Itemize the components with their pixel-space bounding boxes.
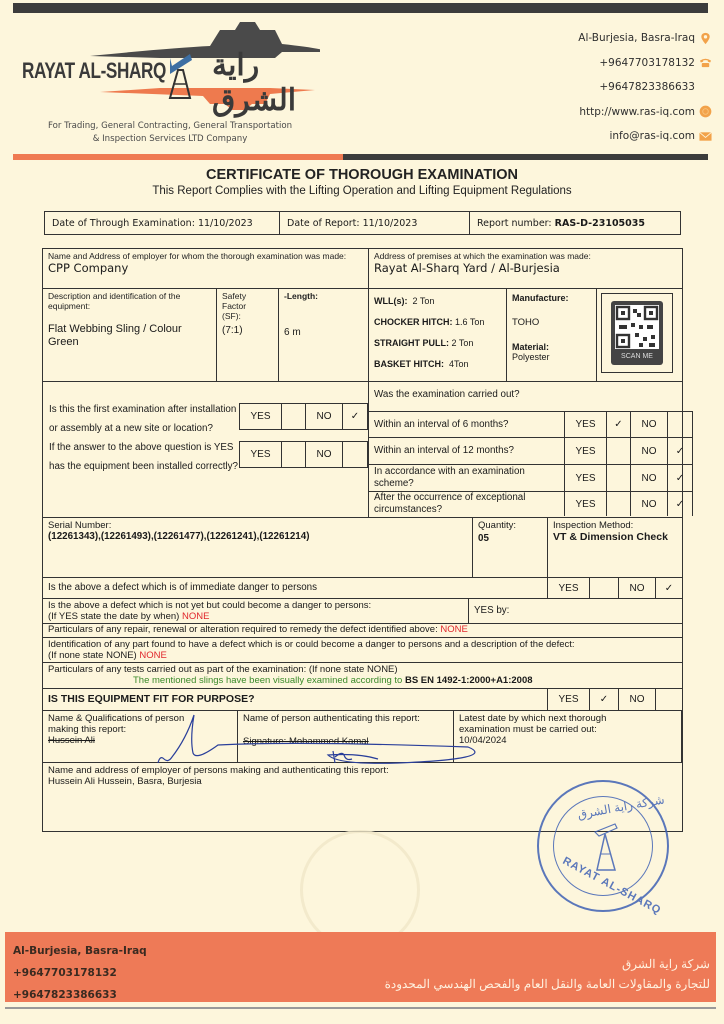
question-6-months [369,412,693,438]
yes-checkbox[interactable]: ✓ [590,689,619,710]
6-months-yes-no [564,412,693,437]
yes-checkbox[interactable] [607,465,631,491]
manufacture-cell [507,289,597,381]
no-label: NO [306,442,343,467]
footer-rule [5,1007,716,1009]
exam-scheme-yes-no [564,465,693,491]
report-number-label: Report number: [477,217,552,229]
yes-checkbox[interactable]: ✓ [607,412,631,437]
basket-value: 4Ton [449,359,469,369]
premises-cell [369,249,682,288]
left-questions-cell [43,382,369,517]
globe-icon [699,105,712,118]
qr-code-icon [615,305,659,349]
immediate-danger-question: Is the above a defect which is of immediate danger to persons [43,578,548,598]
examination-form [42,248,683,832]
equipment-desc-value: Flat Webbing Sling / Colour Green [48,323,182,348]
defective-part-cell [43,638,682,662]
report-maker-cell [43,711,238,762]
stamp-text-ar: شركة راية الشرق [576,792,666,822]
serial-number-value: (12261343),(12261493),(12261477),(12261241),(12261214) [48,531,310,542]
yes-checkbox[interactable] [607,438,631,464]
inspection-method-value: VT & Dimension Check [553,531,668,543]
premises-value: Rayat Al-Sharq Yard / Al-Burjesia [374,261,560,275]
premises-label: Address of premises at which the examination was made: [374,251,591,261]
exceptional-yes-no [564,492,693,516]
wll-label: WLL(s): [374,296,408,306]
quantity-cell [473,518,548,577]
no-checkbox[interactable]: ✓ [664,582,674,594]
footer-phone-2[interactable]: +9647823386633 [13,989,117,1001]
safety-factor-value: (7:1) [222,325,243,336]
contact-phone-2[interactable]: +9647823386633 [599,81,695,94]
straight-value: 2 Ton [451,338,474,348]
authenticating-employer-label: Name and address of employer of persons making and authenticating this report: [48,765,389,776]
contact-email[interactable]: info@ras-iq.com [609,130,695,143]
inspection-method-cell [548,518,682,577]
12-months-yes-no [564,438,693,464]
fit-for-purpose-yes-no [548,689,682,710]
report-maker-label: Name & Qualifications of person making this report: [48,713,185,735]
tests-text: Particulars of any tests carried out as part of the examination: (If none state NONE) [48,664,398,675]
next-exam-cell [454,711,682,762]
footer-phone-1[interactable]: +9647703178132 [13,967,117,979]
company-tagline [20,120,320,146]
no-label: NO [306,404,343,429]
first-exam-yes-no [239,403,368,430]
yes-label: YES [565,438,607,464]
manufacture-value: TOHO [512,317,540,328]
immediate-danger-yes-no [548,578,682,598]
date-exam-value: 11/10/2023 [197,217,253,229]
question-exceptional-text: After the occurrence of exceptional circumstances? [374,492,526,515]
date-of-exam [45,212,280,234]
footer-address: Al-Burjesia, Basra-Iraq [13,945,147,957]
defective-part-text: Identification of any part found to have a defect which is or could become a danger to persons and a description of the defect: [48,639,575,650]
question-first-exam-text: Is this the first examination after installation or assembly at a new site or location? [49,404,237,434]
tests-standard: BS EN 1492-1:2000+A1:2008 [404,675,533,686]
company-stamp [537,780,669,918]
defective-part-value: NONE [139,650,167,661]
yes-by-label: YES by: [474,605,510,616]
choker-line [374,312,501,333]
future-danger-value: NONE [181,611,210,622]
footer-banner [5,932,716,1002]
tagline-line-2: & Inspection Services LTD Company [92,134,248,144]
question-installed-text: If the answer to the above question is YES has the equipment been installed correctly? [49,442,238,472]
no-label: NO [619,689,656,710]
yes-checkbox[interactable] [590,578,619,598]
material-value: Polyester [512,352,550,362]
no-label: NO [631,412,668,437]
certificate-title: CERTIFICATE OF THOROUGH EXAMINATION [205,167,518,183]
yes-checkbox[interactable] [282,404,306,429]
qr-scan-me-label: SCAN ME [621,353,653,360]
contact-address: Al-Burjesia, Basra-Iraq [578,32,695,45]
yes-checkbox[interactable] [607,492,631,516]
equipment-desc-label: Description and identification of the equipment: [48,291,181,311]
future-danger-cell [43,599,469,623]
straight-line [374,333,501,354]
no-label: NO [631,438,668,464]
no-checkbox[interactable]: ✓ [350,411,360,422]
right-questions-cell [369,382,693,517]
safety-factor-cell [217,289,279,381]
question-first-exam [49,400,368,438]
next-exam-label: Latest date by which next thorough examination must be carried out: [459,713,607,735]
no-label: NO [631,492,668,516]
yes-checkbox[interactable] [282,442,306,467]
question-12-months-text: Within an interval of 12 months? [374,445,514,456]
future-danger-hint: (If YES state the date by when) [48,611,180,622]
employer-cell [43,249,369,288]
no-label: NO [619,578,656,598]
contact-phone-1[interactable]: +9647703178132 [599,56,695,69]
yes-label: YES [240,442,282,467]
tests-value: The mentioned slings have been visually examined according to [133,675,403,686]
choker-label: CHOCKER HITCH: [374,317,453,327]
contact-website[interactable]: http://www.ras-iq.com [579,105,695,118]
yes-label: YES [565,412,607,437]
location-pin-icon [699,32,712,45]
authenticator-label: Name of person authenticating this report: [243,713,420,724]
wll-value: 2 Ton [412,296,435,306]
question-exceptional [369,492,693,516]
header-divider [13,154,708,160]
defective-part-hint: (If none state NONE) [48,650,137,661]
question-6-months-text: Within an interval of 6 months? [374,419,509,430]
no-checkbox[interactable]: ✓ [675,445,685,457]
logo-text-ar: راية الشرق [212,49,297,117]
footer-arabic-line-2: للتجارة والمقاولات العامة والنقل العام والفحص الهندسي المحدودة [384,977,710,991]
authenticator-cell [238,711,454,762]
qr-cell [597,289,682,381]
no-checkbox[interactable] [668,412,692,437]
safety-factor-label: Safety Factor (SF): [222,291,247,321]
straight-label: STRAIGHT PULL: [374,338,449,348]
length-value: 6 m [284,327,301,338]
dates-bar [44,211,681,235]
material-label: Material: [512,342,550,352]
quantity-label: Quantity: [478,520,517,531]
stamp-derrick-icon [587,822,623,872]
yes-label: YES [240,404,282,429]
report-number [470,212,680,234]
no-checkbox[interactable]: ✓ [675,498,685,510]
employer-value: CPP Company [48,261,129,275]
equipment-description-cell [43,289,217,381]
yes-label: YES [565,492,607,516]
serial-number-cell [43,518,473,577]
footer-contact [13,940,147,1006]
authenticating-employer-value: Hussein Ali Hussein, Basra, Burjesia [48,776,202,787]
wll-line [374,291,501,312]
choker-value: 1.6 Ton [455,317,485,327]
repair-cell [43,624,682,637]
next-exam-value: 10/04/2024 [459,735,507,746]
question-installed-correctly [49,438,368,476]
no-label: NO [631,465,668,491]
company-logo [20,18,320,117]
date-of-report [280,212,470,234]
stamp-text-en: RAYAT AL-SHARQ [560,854,664,918]
length-label: -Length: [284,291,318,301]
spacer [699,81,712,94]
serial-number-label: Serial Number: [48,520,112,531]
future-danger-text: Is the above a defect which is not yet but could become a danger to persons: [48,600,372,611]
no-checkbox[interactable] [343,442,367,467]
basket-label: BASKET HITCH: [374,359,444,369]
report-maker-value: Hussein Ali [48,735,95,746]
no-checkbox[interactable] [656,689,682,710]
tagline-line-1: For Trading, General Contracting, General Transportation [47,121,293,131]
basket-line [374,354,501,375]
authenticator-value: Signature: Mohammed Kamal [243,736,369,747]
question-exam-scheme [369,465,693,492]
fit-for-purpose-question: IS THIS EQUIPMENT FIT FOR PURPOSE? [43,689,548,710]
report-number-value: RAS-D-23105035 [554,217,645,229]
logo-text-en: RAYAT AL-SHARQ [22,58,166,83]
yes-label: YES [565,465,607,491]
repair-text: Particulars of any repair, renewal or alteration required to remedy the defect identified above: [48,624,438,635]
qr-frame [601,293,673,373]
envelope-icon [699,130,712,143]
qr-code[interactable] [611,301,663,365]
yes-label: YES [548,689,590,710]
date-exam-label: Date of Through Examination: [52,217,195,229]
quantity-value: 05 [478,533,489,544]
employer-label: Name and Address of employer for whom the thorough examination was made: [48,251,347,261]
length-cell [279,289,369,381]
tests-cell [43,663,682,688]
telephone-icon [699,56,712,69]
repair-value: NONE [440,624,468,635]
footer-arabic-line-1: شركة راية الشرق [621,957,710,971]
header-contact [578,26,712,149]
manufacture-label: Manufacture: [512,293,569,303]
date-report-label: Date of Report: [287,217,360,229]
certificate-subtitle: This Report Complies with the Lifting Operation and Lifting Equipment Regulations [152,185,572,197]
footer-arabic [385,954,710,994]
yes-label: YES [548,578,590,598]
date-report-value: 11/10/2023 [362,217,418,229]
no-checkbox[interactable]: ✓ [675,472,685,484]
question-12-months [369,438,693,465]
question-exam-scheme-text: In accordance with an examination scheme? [374,466,525,489]
inspection-method-label: Inspection Method: [553,520,634,531]
installed-yes-no [239,441,368,468]
examination-carried-heading: Was the examination carried out? [369,382,693,412]
wll-cell [369,289,507,381]
header-top-bar [13,3,708,13]
